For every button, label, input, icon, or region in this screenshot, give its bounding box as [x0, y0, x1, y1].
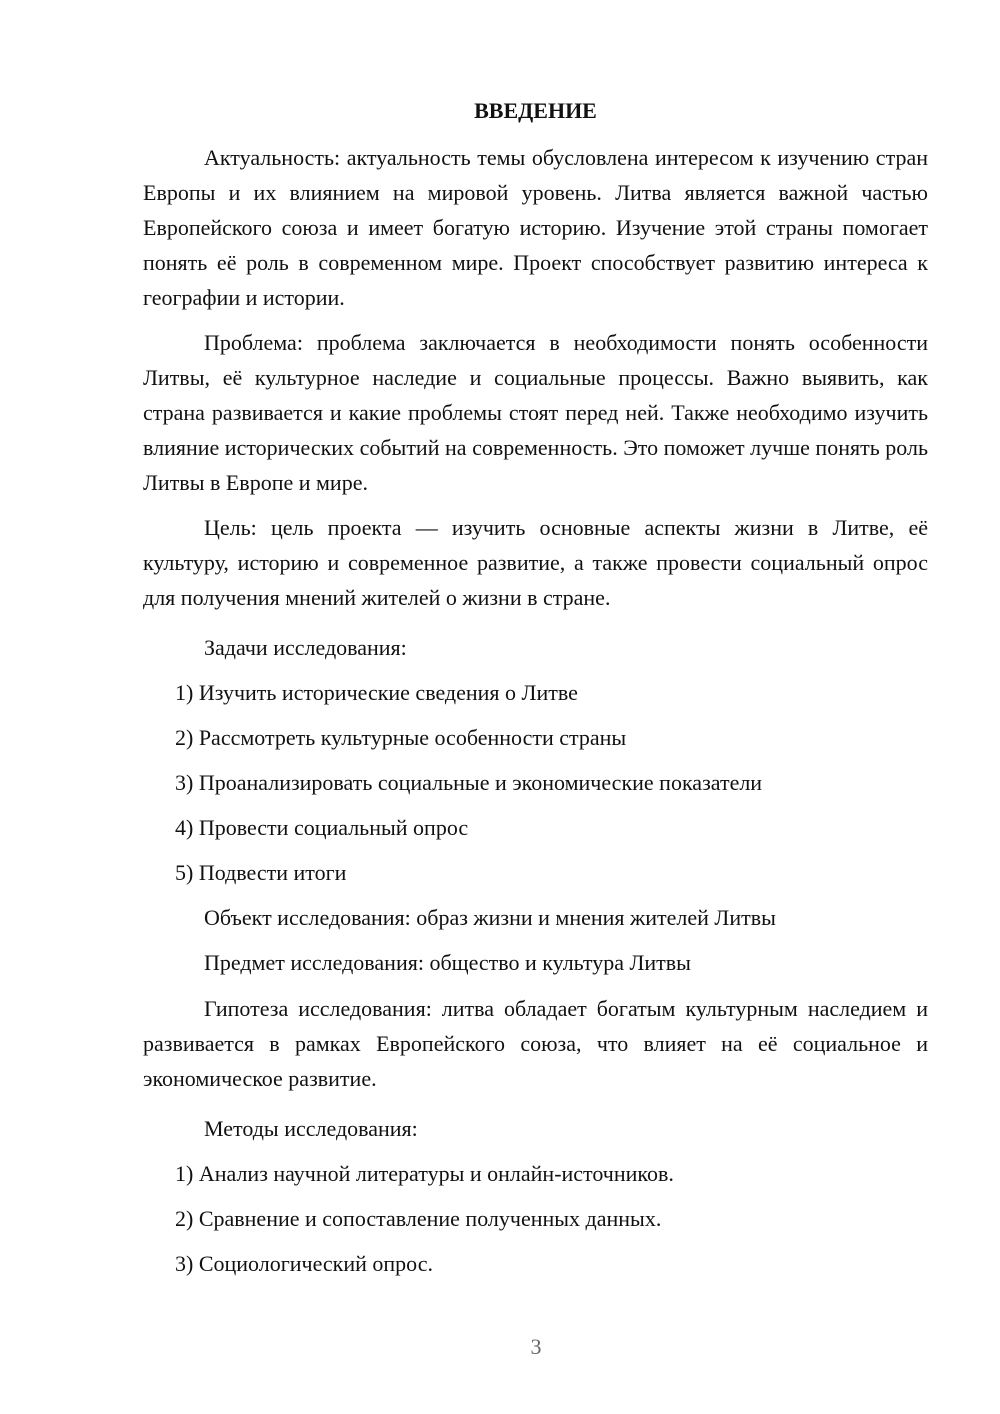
- list-item: 2) Рассмотреть культурные особенности страны: [175, 725, 627, 750]
- list-item: 3) Проанализировать социальные и экономические показатели: [175, 770, 763, 795]
- list-item: 3) Социологический опрос.: [175, 1251, 433, 1276]
- page-number: 3: [530, 1334, 542, 1359]
- methods-heading: Методы исследования:: [204, 1116, 418, 1141]
- hypothesis-paragraph: Гипотеза исследования: литва обладает богатым культурным наследием и развивается в рамках Европейского союза, что влияет на её социальное и экономическое развитие.: [143, 996, 928, 1091]
- research-subject: Предмет исследования: общество и культура Литвы: [204, 950, 691, 975]
- tasks-list: [143, 670, 928, 895]
- tasks-heading: Задачи исследования:: [204, 635, 407, 660]
- list-item: 5) Подвести итоги: [175, 860, 347, 885]
- list-item: 1) Анализ научной литературы и онлайн-источников.: [175, 1161, 674, 1186]
- list-item: 4) Провести социальный опрос: [175, 815, 469, 840]
- research-object: Объект исследования: образ жизни и мнения жителей Литвы: [204, 905, 776, 930]
- section-title: ВВЕДЕНИЕ: [474, 98, 597, 123]
- problem-paragraph: Проблема: проблема заключается в необходимости понять особенности Литвы, её культурное наследие и социальные процессы. Важно выявить, как страна развивается и какие проблемы стоят перед ней. Также необходимо изучить влияние исторических событий на современность. Это поможет лучше понять роль Литвы в Европе и мире.: [143, 330, 928, 495]
- list-item: 1) Изучить исторические сведения о Литве: [175, 680, 578, 705]
- relevance-paragraph: Актуальность: актуальность темы обусловлена интересом к изучению стран Европы и их влиянием на мировой уровень. Литва является важной частью Европейского союза и имеет богатую историю. Изучение этой страны помогает понять её роль в современном мире. Проект способствует развитию интереса к географии и истории.: [143, 145, 928, 310]
- goal-paragraph: Цель: цель проекта — изучить основные аспекты жизни в Литве, её культуру, историю и современное развитие, а также провести социальный опрос для получения мнений жителей о жизни в стране.: [143, 515, 928, 610]
- list-item: 2) Сравнение и сопоставление полученных данных.: [175, 1206, 662, 1231]
- document-page: [143, 96, 928, 1286]
- methods-list: [143, 1151, 928, 1286]
